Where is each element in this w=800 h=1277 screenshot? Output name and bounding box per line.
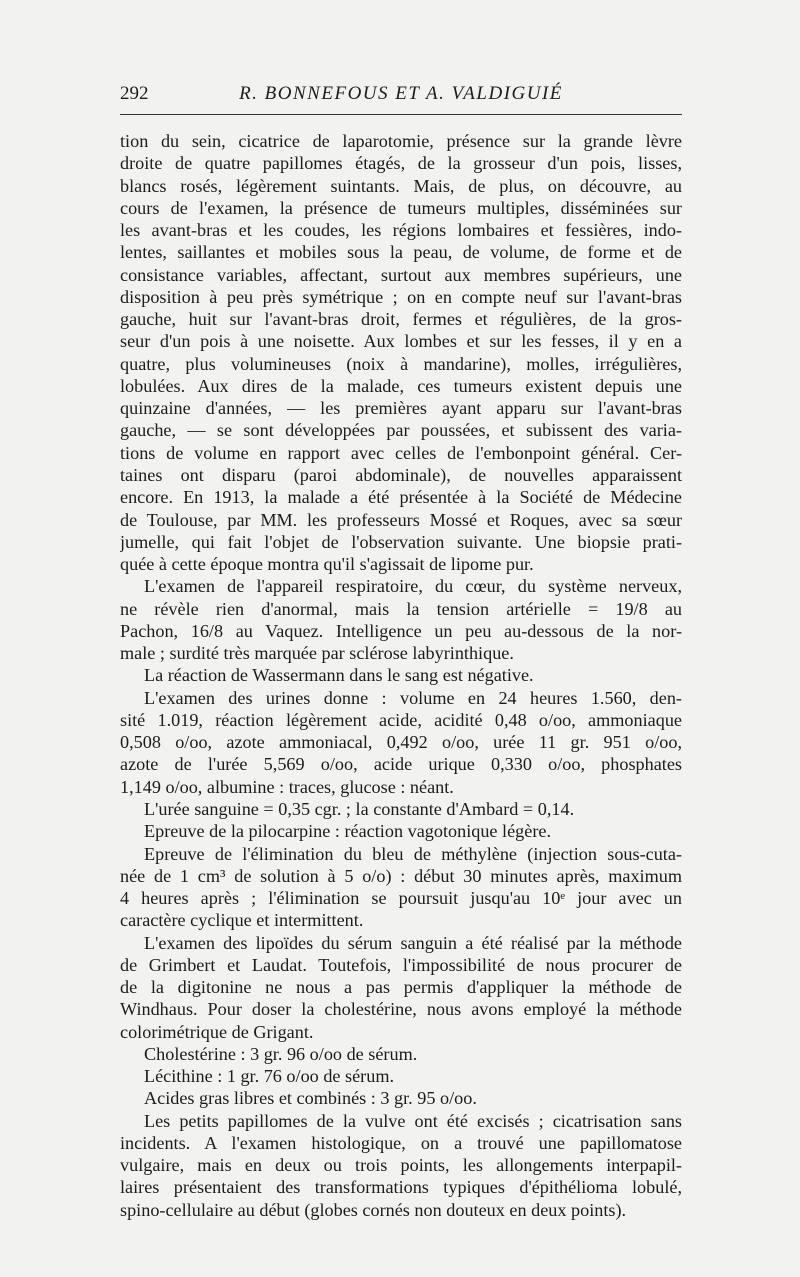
text-line: lobulées. Aux dires de la malade, ces tumeurs existent depuis une — [120, 375, 682, 396]
text-line: gauche, — se sont développées par poussées, et subissent des varia- — [120, 420, 682, 441]
text-line: incidents. A l'examen histologique, on a trouvé une papillomatose — [120, 1132, 682, 1153]
text-line: de Toulouse, par MM. les professeurs Mossé et Roques, avec sa sœur — [120, 509, 682, 530]
text-line: disposition à peu près symétrique ; on en compte neuf sur l'avant-bras — [120, 286, 682, 307]
text-line: sité 1.019, réaction légèrement acide, acidité 0,48 o/oo, ammoniaque — [120, 709, 682, 730]
text-line: de Grimbert et Laudat. Toutefois, l'impossibilité de nous procurer de — [120, 954, 682, 975]
header-rule — [120, 114, 682, 115]
text-line: Cholestérine : 3 gr. 96 o/oo de sérum. — [144, 1043, 418, 1064]
text-line: quinzaine d'années, — les premières ayant apparu sur l'avant-bras — [120, 398, 682, 419]
text-line: vulgaire, mais en deux ou trois points, les allongements interpapil- — [120, 1155, 682, 1176]
text-line: laires présentaient des transformations typiques d'épithélioma lobulé, — [120, 1177, 682, 1198]
text-line: Lécithine : 1 gr. 76 o/oo de sérum. — [144, 1066, 395, 1087]
text-line: 4 heures après ; l'élimination se poursuit jusqu'au 10ᵉ jour avec un — [120, 888, 682, 909]
text-line: seur d'un pois à une noisette. Aux lombes et sur les fesses, il y en a — [120, 331, 682, 352]
text-line: gauche, huit sur l'avant-bras droit, fermes et régulières, de la gros- — [120, 309, 682, 330]
page-header — [120, 83, 682, 107]
text-line: L'urée sanguine = 0,35 cgr. ; la constante d'Ambard = 0,14. — [144, 798, 575, 819]
text-line: Acides gras libres et combinés : 3 gr. 95 o/oo. — [144, 1088, 477, 1109]
text-line: colorimétrique de Grigant. — [120, 1021, 314, 1042]
text-line: quée à cette époque montra qu'il s'agissait de lipome pur. — [120, 554, 534, 575]
text-line: ne révèle rien d'anormal, mais la tension artérielle = 19/8 au — [120, 598, 682, 619]
text-line: Epreuve de la pilocarpine : réaction vagotonique légère. — [144, 821, 552, 842]
text-line: Pachon, 16/8 au Vaquez. Intelligence un peu au-dessous de la nor- — [120, 620, 682, 641]
text-line: Epreuve de l'élimination du bleu de méthylène (injection sous-cuta- — [144, 843, 682, 864]
text-line: cours de l'examen, la présence de tumeurs multiples, disséminées sur — [120, 197, 682, 218]
text-line: lentes, saillantes et mobiles sous la peau, de volume, de forme et de — [120, 242, 682, 263]
page-number: 292 — [120, 83, 149, 104]
text-line: tions de volume en rapport avec celles de l'embonpoint général. Cer- — [120, 442, 682, 463]
text-line: blancs rosés, légèrement suintants. Mais, de plus, on découvre, au — [120, 175, 682, 196]
text-line: de la digitonine ne nous a pas permis d'appliquer la méthode de — [120, 977, 682, 998]
text-line: droite de quatre papillomes étagés, de la grosseur d'un pois, lisses, — [120, 153, 682, 174]
text-line: L'examen de l'appareil respiratoire, du cœur, du système nerveux, — [144, 576, 682, 597]
text-line: quatre, plus volumineuses (noix à mandarine), molles, irrégulières, — [120, 353, 682, 374]
text-line: Les petits papillomes de la vulve ont été excisés ; cicatrisation sans — [144, 1110, 682, 1131]
text-line: jumelle, qui fait l'objet de l'observation suivante. Une biopsie prati- — [120, 531, 682, 552]
text-line: L'examen des urines donne : volume en 24 heures 1.560, den- — [144, 687, 682, 708]
text-line: La réaction de Wassermann dans le sang est négative. — [144, 665, 534, 686]
text-line: Windhaus. Pour doser la cholestérine, nous avons employé la méthode — [120, 999, 682, 1020]
text-line: caractère cyclique et intermittent. — [120, 910, 364, 931]
text-line: 0,508 o/oo, azote ammoniacal, 0,492 o/oo, urée 11 gr. 951 o/oo, — [120, 732, 682, 753]
text-line: consistance variables, affectant, surtout aux membres supérieurs, une — [120, 264, 682, 285]
body-text — [120, 130, 682, 1221]
text-line: née de 1 cm³ de solution à 5 o/o) : début 30 minutes après, maximum — [120, 865, 682, 886]
text-line: encore. En 1913, la malade a été présentée à la Société de Médecine — [120, 487, 682, 508]
text-line: les avant-bras et les coudes, les régions lombaires et fessières, indo- — [120, 220, 682, 241]
text-line: azote de l'urée 5,569 o/oo, acide urique 0,330 o/oo, phosphates — [120, 754, 682, 775]
text-line: male ; surdité très marquée par sclérose labyrinthique. — [120, 643, 514, 664]
text-line: 1,149 o/oo, albumine : traces, glucose : néant. — [120, 776, 454, 797]
text-line: taines ont disparu (paroi abdominale), de nouvelles apparaissent — [120, 464, 682, 485]
text-line: L'examen des lipoïdes du sérum sanguin a été réalisé par la méthode — [144, 932, 682, 953]
text-line: tion du sein, cicatrice de laparotomie, présence sur la grande lèvre — [120, 131, 682, 151]
running-head: R. BONNEFOUS ET A. VALDIGUIÉ — [239, 83, 563, 104]
text-line: spino-cellulaire au début (globes cornés non douteux en deux points). — [120, 1199, 627, 1220]
